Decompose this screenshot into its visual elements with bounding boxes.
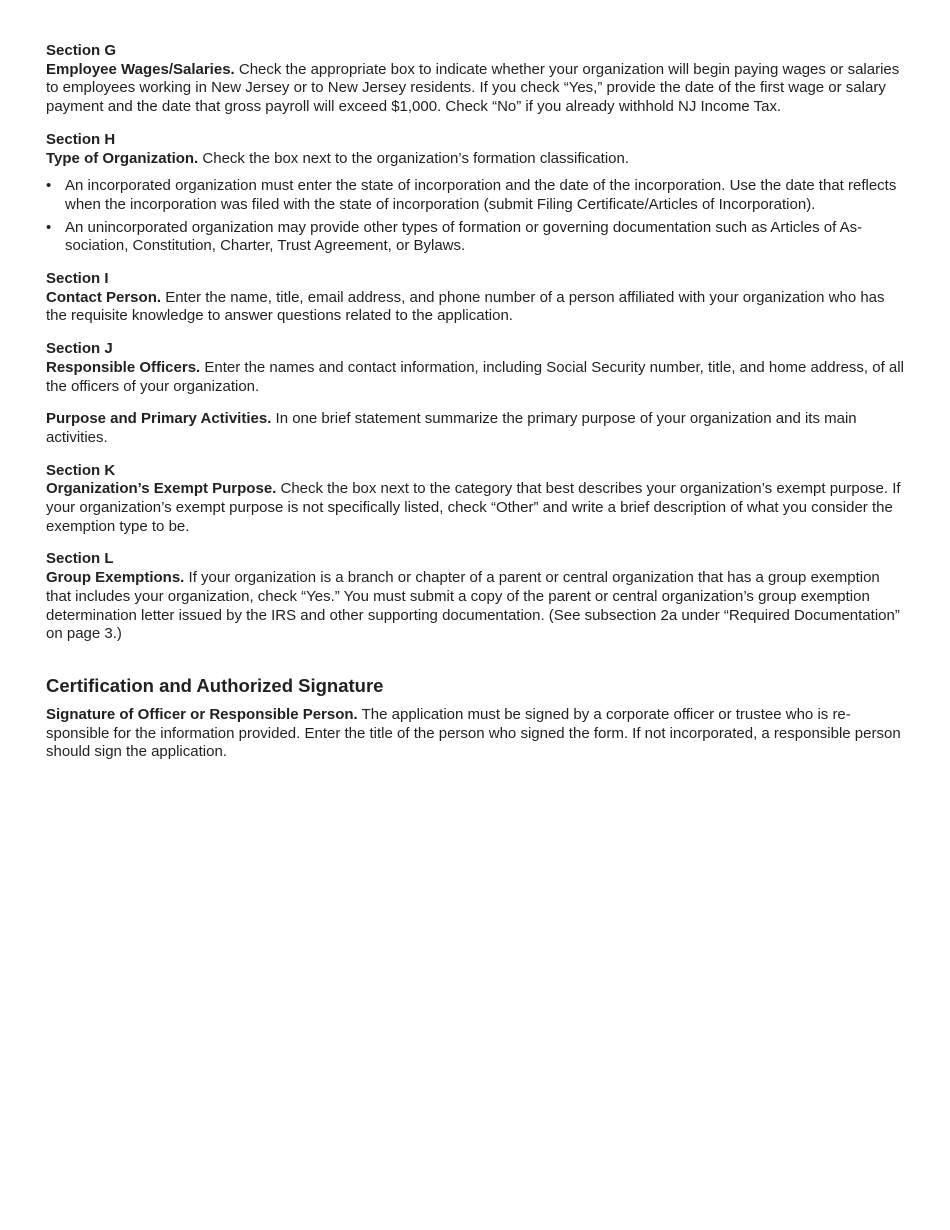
list-item-text: An incorporated organization must enter the state of incorporation and the date of the incorporation. Use the date that reflects when the incorporation was filed with the state of incorporation (submit Filing Certificate/Articles of Incorporation). [65,177,897,213]
list-item [46,219,904,256]
section-k-text: Check the box next to the category that best describes your organization’s exempt purpose. If your organization’s exempt purpose is not specifically listed, check “Other” and write a brief description of what you consider the exemption type to be. [46,480,901,535]
section-i-heading: Section I [46,270,109,288]
section-l-lead: Group Exemptions. [46,569,185,587]
section-i [46,270,904,326]
list-item-text: An unincorporated organization may provide other types of formation or governing documentation such as Articles of Association, Constitution, Charter, Trust Agreement, or Bylaws. [65,218,863,255]
section-i-lead: Contact Person. [46,288,162,306]
certification-paragraph [46,706,904,762]
section-j-paragraph [46,359,904,396]
purpose-lead: Purpose and Primary Activities. [46,410,272,428]
section-j-text: Enter the names and contact information, including Social Security number, title, and home address, of all the officers of your organization. [46,358,904,395]
section-g-heading: Section G [46,42,117,59]
purpose-paragraph [46,410,904,447]
purpose-text: In one brief statement summarize the primary purpose of your organization and its main activities. [46,410,857,446]
section-j [46,340,904,396]
section-h-lead: Type of Organization. [46,149,199,167]
section-h-heading: Section H [46,130,116,148]
section-h-text: Check the box next to the organization’s formation classification. [198,149,630,167]
section-g-lead: Employee Wages/Salaries. [46,60,235,78]
certification-block [46,706,904,762]
section-j-heading: Section J [46,340,113,358]
section-j-lead: Responsible Officers. [46,358,201,376]
section-g [46,42,904,117]
section-i-text: Enter the name, title, email address, and phone number of a person affiliated with your organization who has the requisite knowledge to answer questions related to the application. [46,288,885,325]
certification-title: Certification and Authorized Signature [46,674,384,696]
purpose-block [46,410,904,447]
section-h-bullet-list [46,177,904,256]
section-k-paragraph [46,480,904,536]
bullet-icon: • [46,218,52,236]
section-i-paragraph [46,289,904,326]
section-g-text: Check the appropriate box to indicate whether your organization will begin paying wages or salaries to employees working in New Jersey or to New Jersey residents. If you check “Yes,” provide the date of the first wage or salary payment and the date that gross payroll will exceed $1,000. Check “No” if you already withhold NJ Income Tax. [46,60,900,116]
section-k-lead: Organization’s Exempt Purpose. [46,480,277,498]
list-item [46,177,904,214]
section-g-paragraph [46,61,904,117]
section-l-paragraph [46,569,904,644]
section-k [46,462,904,537]
certification-text: The application must be signed by a corporate officer or trustee who is responsible for the information provided. Enter the title of the person who signed the form. If not incorporated, a responsible person should sign the application. [46,705,901,761]
section-h [46,131,904,256]
section-l-heading: Section L [46,550,114,568]
section-k-heading: Section K [46,461,116,479]
section-l-text: If your organization is a branch or chapter of a parent or central organization that has a group exemption that includes your organization, check “Yes.” You must submit a copy of the parent or central organization’s group exemption determination letter issued by the IRS and other supporting documentation. (See subsection 2a under “Required Documentation” on page 3.) [46,569,900,643]
section-h-paragraph [46,150,904,169]
certification-lead: Signature of Officer or Responsible Person. [46,705,358,723]
bullet-icon: • [46,177,52,195]
section-l [46,550,904,644]
